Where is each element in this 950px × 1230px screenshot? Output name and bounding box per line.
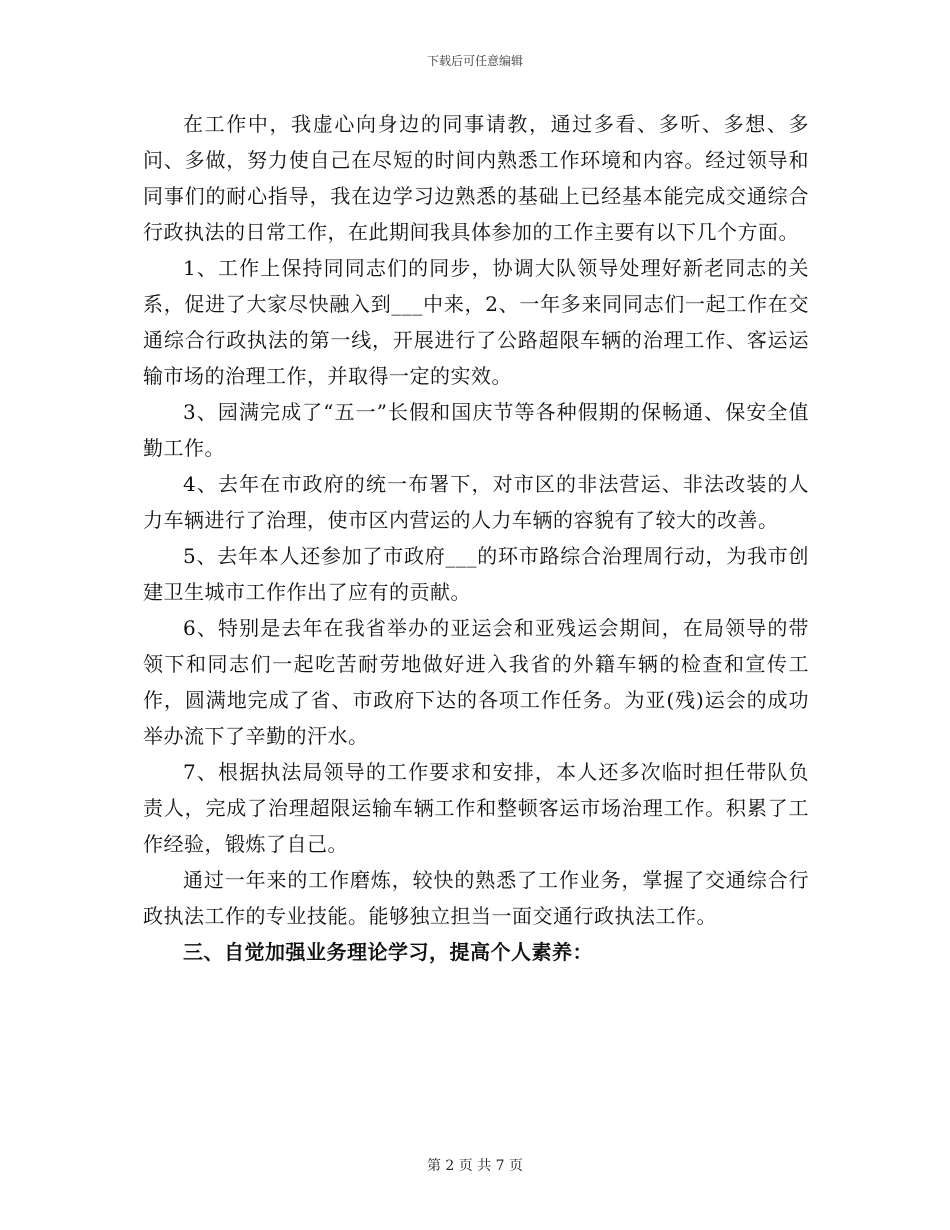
document-body <box>143 106 809 970</box>
paragraph-summary: 通过一年来的工作磨炼，较快的熟悉了工作业务，掌握了交通综合行政执法工作的专业技能。能够独立担当一面交通行政执法工作。 <box>143 868 809 928</box>
paragraph-item-1-2: 1、工作上保持同同志们的同步，协调大队领导处理好新老同志的关系，促进了大家尽快融入到___中来，2、一年多来同同志们一起工作在交通综合行政执法的第一线，开展进行了公路超限车辆的治理工作、客运运输市场的治理工作，并取得一定的实效。 <box>143 256 809 388</box>
paragraph-intro: 在工作中，我虚心向身边的同事请教，通过多看、多听、多想、多问、多做，努力使自己在尽短的时间内熟悉工作环境和内容。经过领导和同事们的耐心指导，我在边学习边熟悉的基础上已经基本能完成交通综合行政执法的日常工作，在此期间我具体参加的工作主要有以下几个方面。 <box>143 112 809 244</box>
paragraph-item-3: 3、园满完成了“五一”长假和国庆节等各种假期的保畅通、保安全值勤工作。 <box>143 400 809 460</box>
paragraph-item-4: 4、去年在市政府的统一布署下，对市区的非法营运、非法改装的人力车辆进行了治理，使市区内营运的人力车辆的容貌有了较大的改善。 <box>143 472 809 532</box>
page-header: 下载后可任意编辑 <box>426 54 523 68</box>
section-heading: 三、自觉加强业务理论学习，提高个人素养： <box>183 940 593 964</box>
page-number: 第 2 页 共 7 页 <box>426 1158 524 1174</box>
paragraph-item-5: 5、去年本人还参加了市政府___的环市路综合治理周行动，为我市创建卫生城市工作作出了应有的贡献。 <box>143 544 809 604</box>
paragraph-item-7: 7、根据执法局领导的工作要求和安排，本人还多次临时担任带队负责人，完成了治理超限运输车辆工作和整顿客运市场治理工作。积累了工作经验，锻炼了自己。 <box>143 760 809 856</box>
paragraph-item-6: 6、特别是去年在我省举办的亚运会和亚残运会期间，在局领导的带领下和同志们一起吃苦耐劳地做好进入我省的外籍车辆的检查和宣传工作，圆满地完成了省、市政府下达的各项工作任务。为亚(残)运会的成功举办流下了辛勤的汗水。 <box>143 616 809 748</box>
